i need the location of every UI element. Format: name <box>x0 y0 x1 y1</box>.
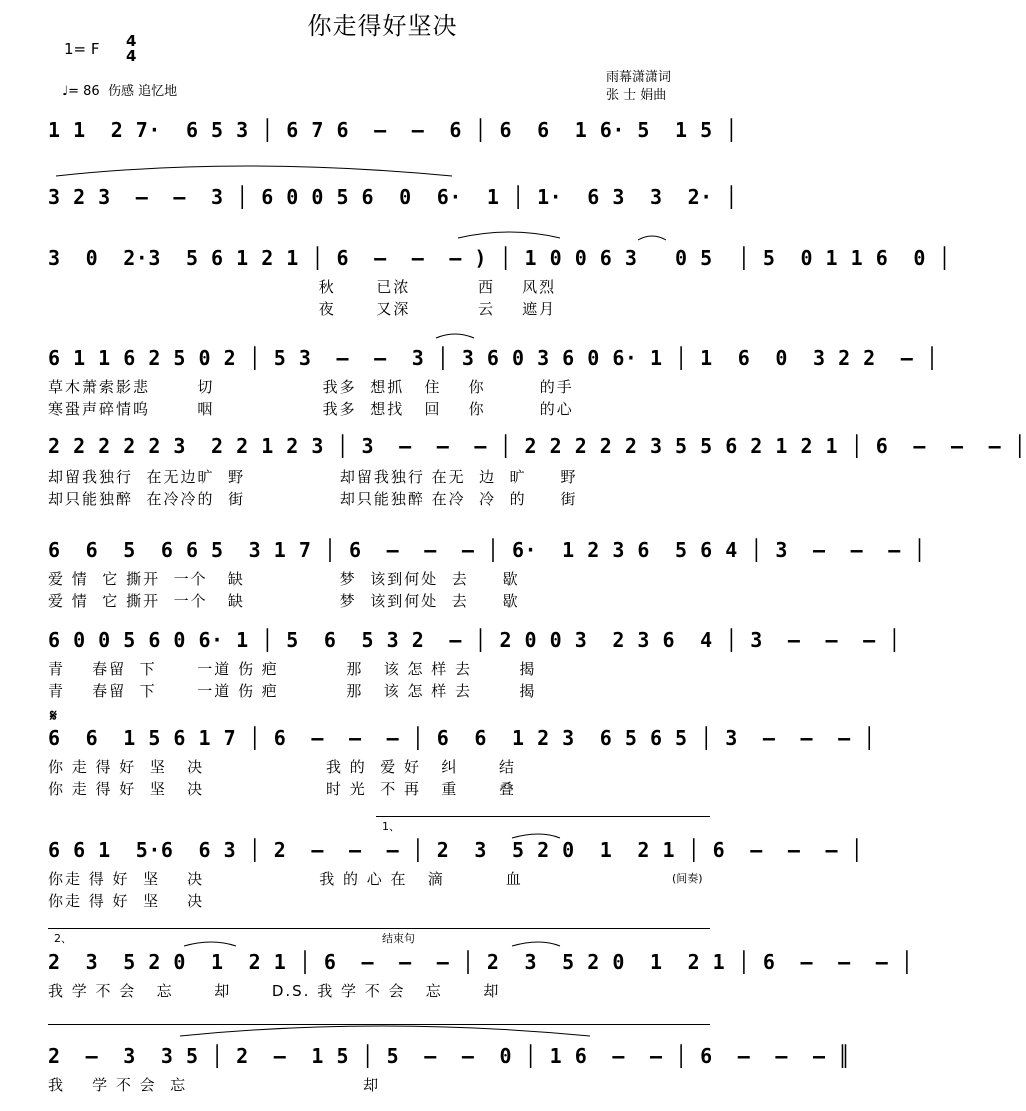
notation-line: 6 1 1 6 2 5 0 2 │ 5 3 – – 3 │ 3 6 0 3 6 0 6· 1 │ 1 6 0 3 2 2 – │ <box>48 346 939 370</box>
segno-sign: 𝄋 <box>50 706 57 725</box>
key-signature: 1= F <box>64 40 100 58</box>
lyric-line-1: 我 学 不 会 忘 却 D.S. 我 学 不 会 忘 却 <box>48 982 501 1000</box>
notation-line: 6 6 1 5 6 1 7 │ 6 – – – │ 6 6 1 2 3 6 5 6 5 │ 3 – – – │ <box>48 726 876 750</box>
lyric-line-2: 寒蛩声碎情呜 咽 我多 想找 回 你 的心 <box>48 400 574 418</box>
lyric-line-2: 你 走 得 好 坚 决 时 光 不 再 重 叠 <box>48 780 516 798</box>
notation-line: 3 0 2·3 5 6 1 2 1 │ 6 – – – ) │ 1 0 0 6 3 0 5 │ 5 0 1 1 6 0 │ <box>48 246 951 270</box>
volta-1-label: 1、 <box>382 820 400 833</box>
lyric-line-1: 我 学 不 会 忘 却 <box>48 1076 381 1094</box>
lyric-line-1: 草木萧索影悲 切 我多 想抓 住 你 的手 <box>48 378 574 396</box>
volta-1-bracket <box>376 816 710 817</box>
notation-line: 3 2 3 – – 3 │ 6 0 0 5 6 0 6· 1 │ 1· 6 3 3 2· │ <box>48 185 738 209</box>
lyric-line-1: 青 春留 下 一道 伤 疤 那 该 怎 样 去 揭 <box>48 660 537 678</box>
composer-credit: 张 士 娟曲 <box>606 88 667 103</box>
lyric-line-2: 却只能独醉 在冷冷的 街 却只能独醉 在冷 冷 的 街 <box>48 490 578 508</box>
notation-line: 1 1 2 7· 6 5 3 │ 6 7 6 – – 6 │ 6 6 1 6· 5 1 5 │ <box>48 118 738 142</box>
lyric-line-1: 你走 得 好 坚 决 我 的 心 在 滴 血 <box>48 870 523 888</box>
time-sig-bottom: 4 <box>126 47 137 65</box>
lyric-line-2: 青 春留 下 一道 伤 疤 那 该 怎 样 去 揭 <box>48 682 537 700</box>
lyric-line-1: 爱 情 它 撕开 一个 缺 梦 该到何处 去 歇 <box>48 570 520 588</box>
lyricist-credit: 雨幕潇潇词 <box>606 70 672 85</box>
lyric-line-2: 夜 又深 云 遮月 <box>48 300 557 318</box>
notation-line: 6 0 0 5 6 0 6· 1 │ 5 6 5 3 2 – │ 2 0 0 3 2 3 6 4 │ 3 – – – │ <box>48 628 901 652</box>
lyric-line-2: 爱 情 它 撕开 一个 缺 梦 该到何处 去 歇 <box>48 592 520 610</box>
lyric-line-1: 你 走 得 好 坚 决 我 的 爱 好 纠 结 <box>48 758 516 776</box>
interlude-note: (间奏) <box>672 872 703 885</box>
time-sig-top: 4 <box>126 32 137 50</box>
volta-2-label: 2、 <box>54 932 72 945</box>
tempo-marking: ♩= 86 伤感 追忆地 <box>62 84 178 99</box>
lyric-line-1: 却留我独行 在无边旷 野 却留我独行 在无 边 旷 野 <box>48 468 578 486</box>
notation-line: 2 3 5 2 0 1 2 1 │ 6 – – – │ 2 3 5 2 0 1 2 1 │ 6 – – – │ <box>48 950 914 974</box>
lyric-line-1: 秋 已浓 西 风烈 <box>48 278 557 296</box>
ending-label: 结束句 <box>382 932 415 945</box>
volta-2-bracket <box>48 928 710 929</box>
notation-line: 6 6 5 6 6 5 3 1 7 │ 6 – – – │ 6· 1 2 3 6 5 6 4 │ 3 – – – │ <box>48 538 926 562</box>
lyric-line-2: 你走 得 好 坚 决 <box>48 892 205 910</box>
notation-line: 6 6 1 5·6 6 3 │ 2 – – – │ 2 3 5 2 0 1 2 1 │ 6 – – – │ <box>48 838 864 862</box>
notation-line: 2 2 2 2 2 3 2 2 1 2 3 │ 3 – – – │ 2 2 2 2 2 3 5 5 6 2 1 2 1 │ 6 – – – │ <box>48 434 1026 458</box>
notation-line: 2 – 3 3 5 │ 2 – 1 5 │ 5 – – 0 │ 1 6 – – │ 6 – – – ║ <box>48 1044 851 1068</box>
ending-bracket <box>48 1024 710 1025</box>
song-title: 你走得好坚决 <box>307 12 458 40</box>
